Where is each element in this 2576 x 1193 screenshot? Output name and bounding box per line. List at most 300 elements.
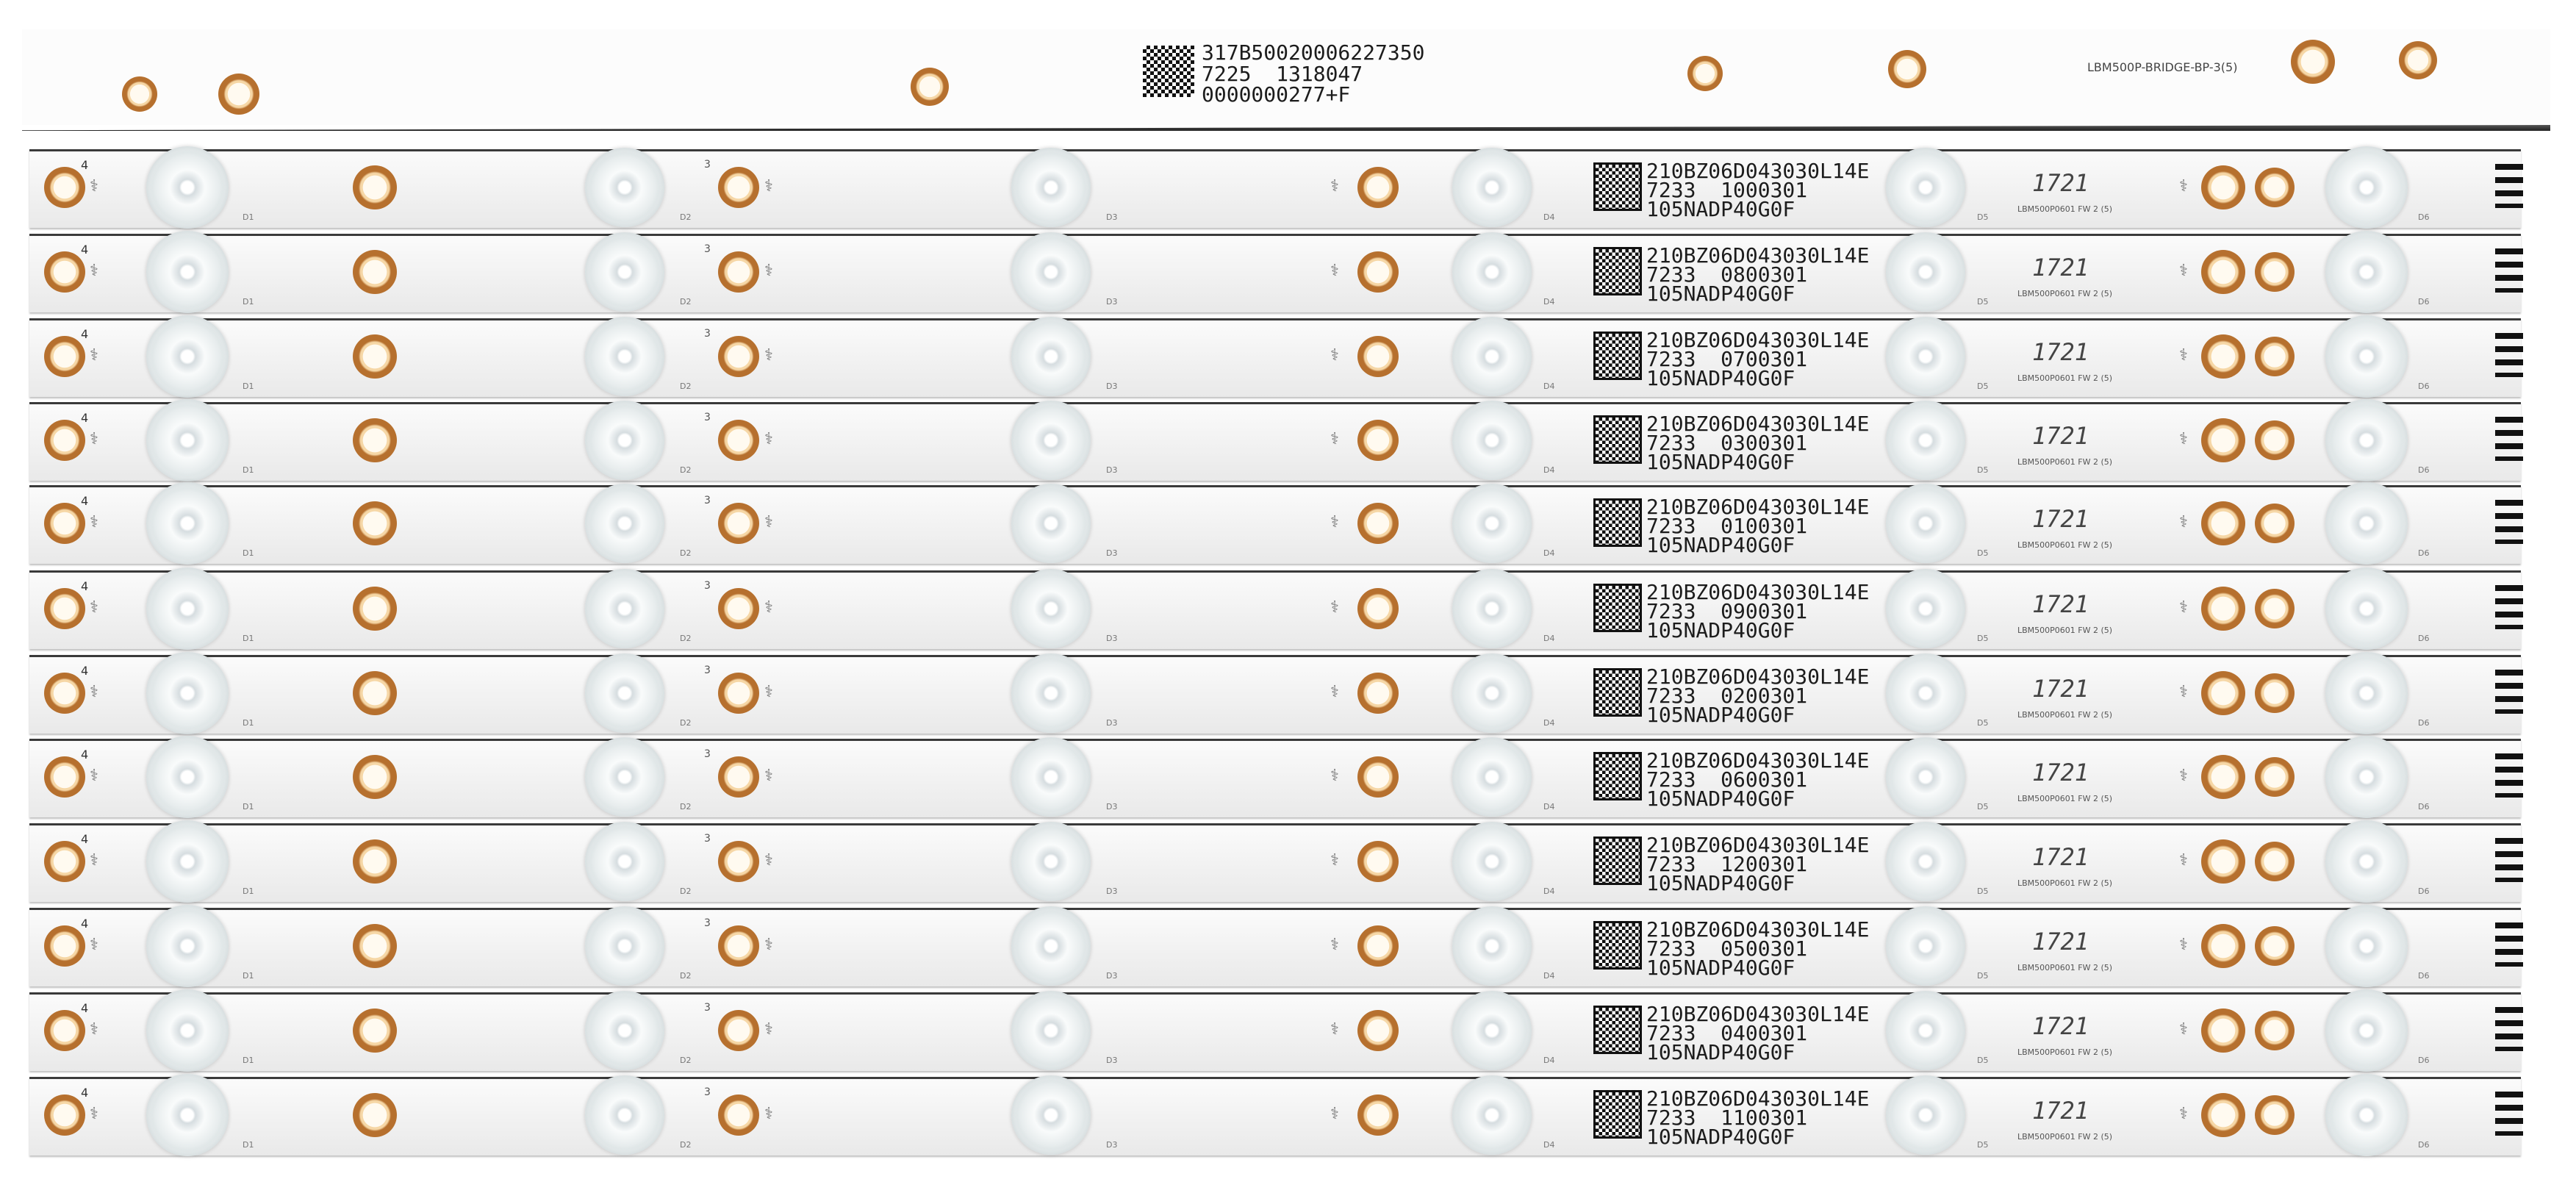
strip-qr-code — [1593, 332, 1642, 380]
mounting-ring — [2255, 673, 2295, 713]
led-lens-d4 — [1452, 822, 1532, 901]
lens-label: D6 — [2418, 1140, 2430, 1150]
led-strip — [29, 823, 2521, 902]
lens-label: D6 — [2418, 971, 2430, 981]
led-lens-d3 — [1011, 653, 1091, 733]
pad-number: 3 — [704, 748, 711, 760]
led-lens-d4 — [1452, 569, 1532, 648]
strip-qr-code — [1593, 1006, 1642, 1054]
screw-icon: ⚕ — [764, 1105, 773, 1123]
led-lens-d4 — [1452, 401, 1532, 480]
connector-pins — [2495, 1007, 2523, 1051]
led-lens-d5 — [1886, 653, 1965, 733]
lens-label: D1 — [243, 1140, 254, 1150]
led-lens-d1 — [146, 652, 229, 734]
lens-label: D2 — [680, 381, 692, 391]
mounting-ring — [2201, 587, 2245, 631]
mounting-ring — [2201, 418, 2245, 462]
handwritten-mark: 1721 — [2032, 675, 2089, 703]
lens-label: D5 — [1977, 548, 1989, 558]
screw-icon: ⚕ — [1330, 598, 1339, 617]
pad-number: 3 — [704, 495, 711, 506]
strip-code-line1: 210BZ06D043030L14E — [1646, 580, 1870, 604]
bridge-label-line3: 0000000277+F — [1202, 82, 1351, 107]
strip-silkscreen: LBM500P0601 FW 2 (5) — [2017, 878, 2113, 888]
lens-label: D5 — [1977, 212, 1989, 222]
led-lens-d4 — [1452, 653, 1532, 733]
lens-label: D2 — [680, 634, 692, 643]
mounting-ring-left — [44, 925, 85, 967]
led-lens-d6 — [2325, 652, 2408, 734]
connector-number: 4 — [81, 494, 89, 508]
mounting-ring — [718, 503, 759, 544]
strip-silkscreen: LBM500P0601 FW 2 (5) — [2017, 457, 2113, 467]
handwritten-mark: 1721 — [2032, 759, 2089, 787]
screw-icon: ⚕ — [764, 177, 773, 196]
led-lens-d1 — [146, 989, 229, 1072]
screw-icon: ⚕ — [2179, 936, 2188, 954]
mounting-ring — [1357, 336, 1399, 377]
strip-silkscreen: LBM500P0601 FW 2 (5) — [2017, 963, 2113, 972]
mounting-ring — [1357, 251, 1399, 293]
lens-label: D2 — [680, 1056, 692, 1065]
strip-code-line3: 105NADP40G0F — [1646, 787, 1795, 811]
mounting-ring — [1357, 167, 1399, 208]
mounting-ring — [2255, 842, 2295, 881]
lens-label: D3 — [1106, 297, 1118, 307]
led-lens-d1 — [146, 905, 229, 987]
screw-icon: ⚕ — [764, 513, 773, 531]
led-lens-d4 — [1452, 1075, 1532, 1155]
led-strip — [29, 739, 2521, 817]
mounting-ring — [718, 756, 759, 798]
lens-label: D2 — [680, 886, 692, 896]
lens-label: D1 — [243, 718, 254, 728]
led-lens-d2 — [585, 148, 664, 227]
connector-pins — [2495, 1092, 2523, 1136]
mounting-ring — [718, 420, 759, 461]
screw-icon: ⚕ — [2179, 598, 2188, 617]
connector-pins — [2495, 333, 2523, 377]
mounting-ring — [353, 924, 397, 968]
connector-number: 4 — [81, 411, 89, 425]
led-lens-d5 — [1886, 991, 1965, 1070]
connector-pins — [2495, 922, 2523, 967]
lens-label: D5 — [1977, 465, 1989, 475]
bridge-part-name: LBM500P-BRIDGE-BP-3(5) — [2087, 60, 2238, 74]
strip-code-line3: 105NADP40G0F — [1646, 366, 1795, 390]
mounting-ring — [353, 671, 397, 715]
lens-label: D5 — [1977, 634, 1989, 643]
mounting-ring — [718, 841, 759, 882]
mounting-ring — [2201, 924, 2245, 968]
mounting-ring — [2201, 839, 2245, 884]
lens-label: D3 — [1106, 886, 1118, 896]
pad-number: 3 — [704, 664, 711, 676]
strip-code-line3: 105NADP40G0F — [1646, 956, 1795, 980]
bridge-mounting-ring — [2399, 41, 2437, 79]
lens-label: D4 — [1543, 718, 1555, 728]
strip-code-line3: 105NADP40G0F — [1646, 1040, 1795, 1064]
screw-icon: ⚕ — [764, 851, 773, 870]
lens-label: D6 — [2418, 381, 2430, 391]
led-lens-d6 — [2325, 567, 2408, 650]
screw-icon: ⚕ — [2179, 430, 2188, 448]
mounting-ring — [718, 167, 759, 208]
led-lens-d3 — [1011, 737, 1091, 817]
led-lens-d5 — [1886, 232, 1965, 312]
led-lens-d6 — [2325, 736, 2408, 818]
led-lens-d6 — [2325, 146, 2408, 229]
connector-pins — [2495, 670, 2523, 714]
screw-icon: ⚕ — [1330, 851, 1339, 870]
mounting-ring — [718, 1095, 759, 1136]
pad-number: 3 — [704, 159, 711, 171]
strip-code-line3: 105NADP40G0F — [1646, 871, 1795, 895]
led-lens-d5 — [1886, 484, 1965, 563]
mounting-ring — [2255, 1011, 2295, 1050]
led-lens-d4 — [1452, 317, 1532, 396]
screw-icon: ⚕ — [2179, 177, 2188, 196]
lens-label: D4 — [1543, 802, 1555, 812]
handwritten-mark: 1721 — [2032, 254, 2089, 282]
lens-label: D2 — [680, 212, 692, 222]
strip-code-line1: 210BZ06D043030L14E — [1646, 328, 1870, 352]
lens-label: D3 — [1106, 718, 1118, 728]
pad-number: 3 — [704, 833, 711, 845]
led-lens-d6 — [2325, 315, 2408, 398]
connector-number: 4 — [81, 327, 89, 341]
lens-label: D3 — [1106, 802, 1118, 812]
lens-label: D3 — [1106, 1140, 1118, 1150]
strip-code-line3: 105NADP40G0F — [1646, 703, 1795, 727]
bridge-mounting-ring — [2291, 40, 2335, 84]
lens-label: D6 — [2418, 718, 2430, 728]
led-lens-d1 — [146, 231, 229, 313]
mounting-ring — [353, 418, 397, 462]
screw-icon: ⚕ — [90, 346, 98, 365]
screw-icon: ⚕ — [2179, 1020, 2188, 1039]
strip-code-line3: 105NADP40G0F — [1646, 197, 1795, 221]
strip-code-line2: 7233 0200301 — [1646, 684, 1808, 708]
screw-icon: ⚕ — [90, 598, 98, 617]
mounting-ring — [353, 250, 397, 294]
mounting-ring — [2255, 504, 2295, 543]
led-lens-d3 — [1011, 317, 1091, 396]
led-lens-d3 — [1011, 822, 1091, 901]
led-lens-d1 — [146, 146, 229, 229]
lens-label: D5 — [1977, 886, 1989, 896]
led-lens-d1 — [146, 482, 229, 565]
led-lens-d3 — [1011, 1075, 1091, 1155]
mounting-ring — [2201, 250, 2245, 294]
strip-code-line3: 105NADP40G0F — [1646, 282, 1795, 306]
screw-icon: ⚕ — [2179, 1105, 2188, 1123]
mounting-ring — [718, 588, 759, 629]
mounting-ring-left — [44, 756, 85, 798]
connector-pins — [2495, 164, 2523, 208]
lens-label: D3 — [1106, 212, 1118, 222]
strip-qr-code — [1593, 584, 1642, 632]
led-lens-d2 — [585, 653, 664, 733]
lens-label: D1 — [243, 297, 254, 307]
lens-label: D1 — [243, 886, 254, 896]
bridge-mounting-ring — [1687, 56, 1723, 91]
lens-label: D6 — [2418, 1056, 2430, 1065]
lens-label: D2 — [680, 718, 692, 728]
led-lens-d6 — [2325, 231, 2408, 313]
strip-silkscreen: LBM500P0601 FW 2 (5) — [2017, 1047, 2113, 1057]
strip-code-line1: 210BZ06D043030L14E — [1646, 495, 1870, 519]
strip-code-line1: 210BZ06D043030L14E — [1646, 412, 1870, 436]
lens-label: D4 — [1543, 381, 1555, 391]
led-strip — [29, 992, 2521, 1071]
screw-icon: ⚕ — [764, 598, 773, 617]
strip-silkscreen: LBM500P0601 FW 2 (5) — [2017, 1132, 2113, 1142]
mounting-ring — [353, 839, 397, 884]
lens-label: D1 — [243, 381, 254, 391]
mounting-ring — [718, 251, 759, 293]
lens-label: D2 — [680, 297, 692, 307]
lens-label: D6 — [2418, 634, 2430, 643]
mounting-ring-left — [44, 503, 85, 544]
strip-code-line1: 210BZ06D043030L14E — [1646, 833, 1870, 857]
connector-number: 4 — [81, 243, 89, 257]
screw-icon: ⚕ — [2179, 346, 2188, 365]
screw-icon: ⚕ — [764, 767, 773, 785]
screw-icon: ⚕ — [90, 177, 98, 196]
strip-silkscreen: LBM500P0601 FW 2 (5) — [2017, 373, 2113, 383]
mounting-ring — [1357, 1095, 1399, 1136]
screw-icon: ⚕ — [1330, 1105, 1339, 1123]
strip-qr-code — [1593, 921, 1642, 970]
strip-code-line1: 210BZ06D043030L14E — [1646, 1086, 1870, 1111]
strip-code-line2: 7233 0300301 — [1646, 431, 1808, 455]
mounting-ring-left — [44, 588, 85, 629]
strip-qr-code — [1593, 1090, 1642, 1139]
handwritten-mark: 1721 — [2032, 590, 2089, 618]
lens-label: D3 — [1106, 971, 1118, 981]
screw-icon: ⚕ — [1330, 1020, 1339, 1039]
led-lens-d6 — [2325, 482, 2408, 565]
screw-icon: ⚕ — [90, 513, 98, 531]
led-strip — [29, 318, 2521, 397]
led-lens-d5 — [1886, 822, 1965, 901]
mounting-ring — [2255, 1095, 2295, 1135]
led-lens-d2 — [585, 401, 664, 480]
led-lens-d3 — [1011, 401, 1091, 480]
strip-code-line2: 7233 1000301 — [1646, 178, 1808, 202]
handwritten-mark: 1721 — [2032, 1097, 2089, 1125]
mounting-ring — [353, 501, 397, 545]
handwritten-mark: 1721 — [2032, 422, 2089, 450]
strip-code-line2: 7233 0700301 — [1646, 347, 1808, 371]
handwritten-mark: 1721 — [2032, 843, 2089, 871]
bridge-label-line1: 317B50020006227350 — [1202, 40, 1425, 65]
pad-number: 3 — [704, 328, 711, 340]
handwritten-mark: 1721 — [2032, 338, 2089, 366]
lens-label: D6 — [2418, 212, 2430, 222]
screw-icon: ⚕ — [764, 346, 773, 365]
mounting-ring-left — [44, 167, 85, 208]
mounting-ring — [353, 755, 397, 799]
connector-number: 4 — [81, 158, 89, 172]
lens-label: D6 — [2418, 297, 2430, 307]
lens-label: D5 — [1977, 381, 1989, 391]
bridge-qr-code — [1143, 46, 1194, 97]
lens-label: D5 — [1977, 1140, 1989, 1150]
lens-label: D1 — [243, 212, 254, 222]
mounting-ring-left — [44, 336, 85, 377]
led-lens-d1 — [146, 567, 229, 650]
led-lens-d1 — [146, 315, 229, 398]
connector-number: 4 — [81, 579, 89, 593]
strip-silkscreen: LBM500P0601 FW 2 (5) — [2017, 204, 2113, 214]
led-lens-d1 — [146, 1074, 229, 1156]
mounting-ring — [1357, 420, 1399, 461]
mounting-ring-left — [44, 1095, 85, 1136]
connector-pins — [2495, 500, 2523, 544]
mounting-ring — [2255, 252, 2295, 292]
mounting-ring — [2255, 420, 2295, 460]
mounting-ring — [1357, 841, 1399, 882]
bridge-mounting-ring — [1888, 50, 1926, 88]
mounting-ring — [1357, 1010, 1399, 1051]
led-lens-d1 — [146, 399, 229, 481]
screw-icon: ⚕ — [1330, 346, 1339, 365]
mounting-ring — [1357, 588, 1399, 629]
pad-number: 3 — [704, 1002, 711, 1014]
screw-icon: ⚕ — [1330, 430, 1339, 448]
led-lens-d1 — [146, 820, 229, 903]
screw-icon: ⚕ — [1330, 262, 1339, 280]
led-lens-d3 — [1011, 148, 1091, 227]
mounting-ring — [353, 334, 397, 379]
mounting-ring — [718, 1010, 759, 1051]
lens-label: D1 — [243, 1056, 254, 1065]
led-lens-d6 — [2325, 1074, 2408, 1156]
mounting-ring-left — [44, 1010, 85, 1051]
strip-code-line3: 105NADP40G0F — [1646, 533, 1795, 557]
lens-label: D1 — [243, 465, 254, 475]
lens-label: D3 — [1106, 465, 1118, 475]
screw-icon: ⚕ — [90, 851, 98, 870]
lens-label: D6 — [2418, 548, 2430, 558]
led-lens-d6 — [2325, 989, 2408, 1072]
strip-code-line1: 210BZ06D043030L14E — [1646, 748, 1870, 773]
lens-label: D2 — [680, 1140, 692, 1150]
mounting-ring — [718, 673, 759, 714]
handwritten-mark: 1721 — [2032, 928, 2089, 956]
mounting-ring — [2255, 589, 2295, 628]
handwritten-mark: 1721 — [2032, 1012, 2089, 1040]
lens-label: D1 — [243, 802, 254, 812]
strip-code-line2: 7233 0900301 — [1646, 599, 1808, 623]
mounting-ring — [353, 1093, 397, 1137]
screw-icon: ⚕ — [2179, 513, 2188, 531]
led-lens-d4 — [1452, 232, 1532, 312]
pad-number: 3 — [704, 243, 711, 255]
led-strip — [29, 908, 2521, 986]
strip-qr-code — [1593, 415, 1642, 464]
lens-label: D4 — [1543, 548, 1555, 558]
strip-code-line1: 210BZ06D043030L14E — [1646, 664, 1870, 689]
strip-code-line1: 210BZ06D043030L14E — [1646, 1002, 1870, 1026]
screw-icon: ⚕ — [1330, 767, 1339, 785]
strip-qr-code — [1593, 247, 1642, 295]
mounting-ring-left — [44, 251, 85, 293]
strip-code-line1: 210BZ06D043030L14E — [1646, 917, 1870, 942]
lens-label: D6 — [2418, 465, 2430, 475]
screw-icon: ⚕ — [764, 1020, 773, 1039]
led-lens-d3 — [1011, 232, 1091, 312]
led-lens-d2 — [585, 232, 664, 312]
led-lens-d6 — [2325, 399, 2408, 481]
strip-code-line2: 7233 1200301 — [1646, 852, 1808, 876]
led-lens-d2 — [585, 737, 664, 817]
lens-label: D1 — [243, 548, 254, 558]
mounting-ring — [1357, 503, 1399, 544]
strip-code-line2: 7233 0500301 — [1646, 936, 1808, 961]
connector-pins — [2495, 753, 2523, 798]
screw-icon: ⚕ — [90, 767, 98, 785]
screw-icon: ⚕ — [1330, 936, 1339, 954]
strip-silkscreen: LBM500P0601 FW 2 (5) — [2017, 626, 2113, 635]
lens-label: D3 — [1106, 548, 1118, 558]
pad-number: 3 — [704, 917, 711, 929]
handwritten-mark: 1721 — [2032, 505, 2089, 533]
mounting-ring — [2201, 501, 2245, 545]
bridge-mounting-ring — [122, 76, 157, 112]
lens-label: D6 — [2418, 886, 2430, 896]
strip-qr-code — [1593, 836, 1642, 885]
strip-silkscreen: LBM500P0601 FW 2 (5) — [2017, 794, 2113, 803]
led-lens-d4 — [1452, 737, 1532, 817]
led-lens-d2 — [585, 569, 664, 648]
led-lens-d5 — [1886, 906, 1965, 986]
strip-silkscreen: LBM500P0601 FW 2 (5) — [2017, 710, 2113, 720]
mounting-ring — [2201, 671, 2245, 715]
lens-label: D3 — [1106, 1056, 1118, 1065]
led-lens-d2 — [585, 317, 664, 396]
strip-code-line2: 7233 1100301 — [1646, 1106, 1808, 1130]
led-strip — [29, 149, 2521, 228]
connector-number: 4 — [81, 832, 89, 846]
lens-label: D5 — [1977, 971, 1989, 981]
strip-code-line2: 7233 0600301 — [1646, 767, 1808, 792]
mounting-ring — [2201, 165, 2245, 209]
lens-label: D1 — [243, 971, 254, 981]
mounting-ring — [718, 336, 759, 377]
lens-label: D5 — [1977, 802, 1989, 812]
mounting-ring — [353, 587, 397, 631]
lens-label: D1 — [243, 634, 254, 643]
screw-icon: ⚕ — [764, 262, 773, 280]
pad-number: 3 — [704, 1086, 711, 1098]
lens-label: D4 — [1543, 634, 1555, 643]
connector-number: 4 — [81, 748, 89, 762]
mounting-ring — [2201, 755, 2245, 799]
screw-icon: ⚕ — [90, 1020, 98, 1039]
lens-label: D5 — [1977, 297, 1989, 307]
strip-qr-code — [1593, 162, 1642, 211]
mounting-ring — [353, 165, 397, 209]
lens-label: D2 — [680, 465, 692, 475]
lens-label: D4 — [1543, 1056, 1555, 1065]
connector-number: 4 — [81, 664, 89, 678]
led-lens-d5 — [1886, 148, 1965, 227]
led-lens-d4 — [1452, 991, 1532, 1070]
